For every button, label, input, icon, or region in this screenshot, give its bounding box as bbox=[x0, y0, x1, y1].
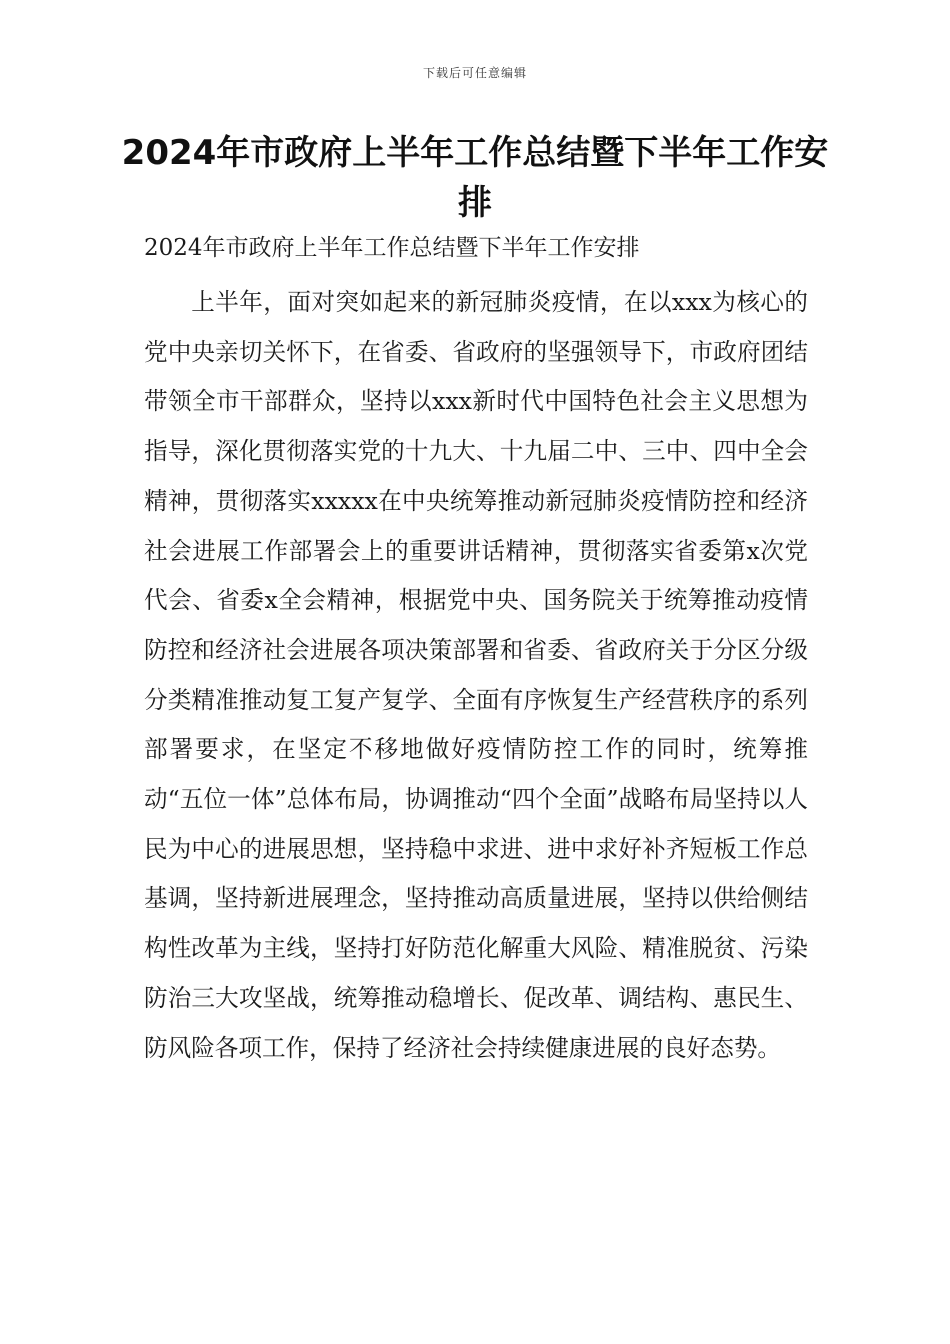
document-title: 2024年市政府上半年工作总结暨下半年工作安排 bbox=[121, 133, 829, 223]
page-header-note: 下载后可任意编辑 bbox=[422, 66, 527, 80]
body-paragraph: 上半年，面对突如起来的新冠肺炎疫情，在以xxx为核心的党中央亲切关怀下，在省委、省政府的坚强领导下，市政府团结带领全市干部群众，坚持以xxx新时代中国特色社会主义思想为指导，深化贯彻落实党的十九大、十九届二中、三中、四中全会精神，贯彻落实xxxxx在中央统筹推动新冠肺炎疫情防控和经济社会进展工作部署会上的重要讲话精神，贯彻落实省委第x次党代会、省委x全会精神，根据党中央、国务院关于统筹推动疫情防控和经济社会进展各项决策部署和省委、省政府关于分区分级分类精准推动复工复产复学、全面有序恢复生产经营秩序的系列部署要求，在坚定不移地做好疫情防控工作的同时，统筹推动“五位一体”总体布局，协调推动“四个全面”战略布局坚持以人民为中心的进展思想，坚持稳中求进、进中求好补齐短板工作总基调，坚持新进展理念，坚持推动高质量进展，坚持以供给侧结构性改革为主线，坚持打好防范化解重大风险、精准脱贫、污染防治三大攻坚战，统筹推动稳增长、促改革、调结构、惠民生、防风险各项工作，保持了经济社会持续健康进展的良好态势。 bbox=[144, 288, 808, 1062]
document-subtitle: 2024年市政府上半年工作总结暨下半年工作安排 bbox=[144, 235, 640, 261]
